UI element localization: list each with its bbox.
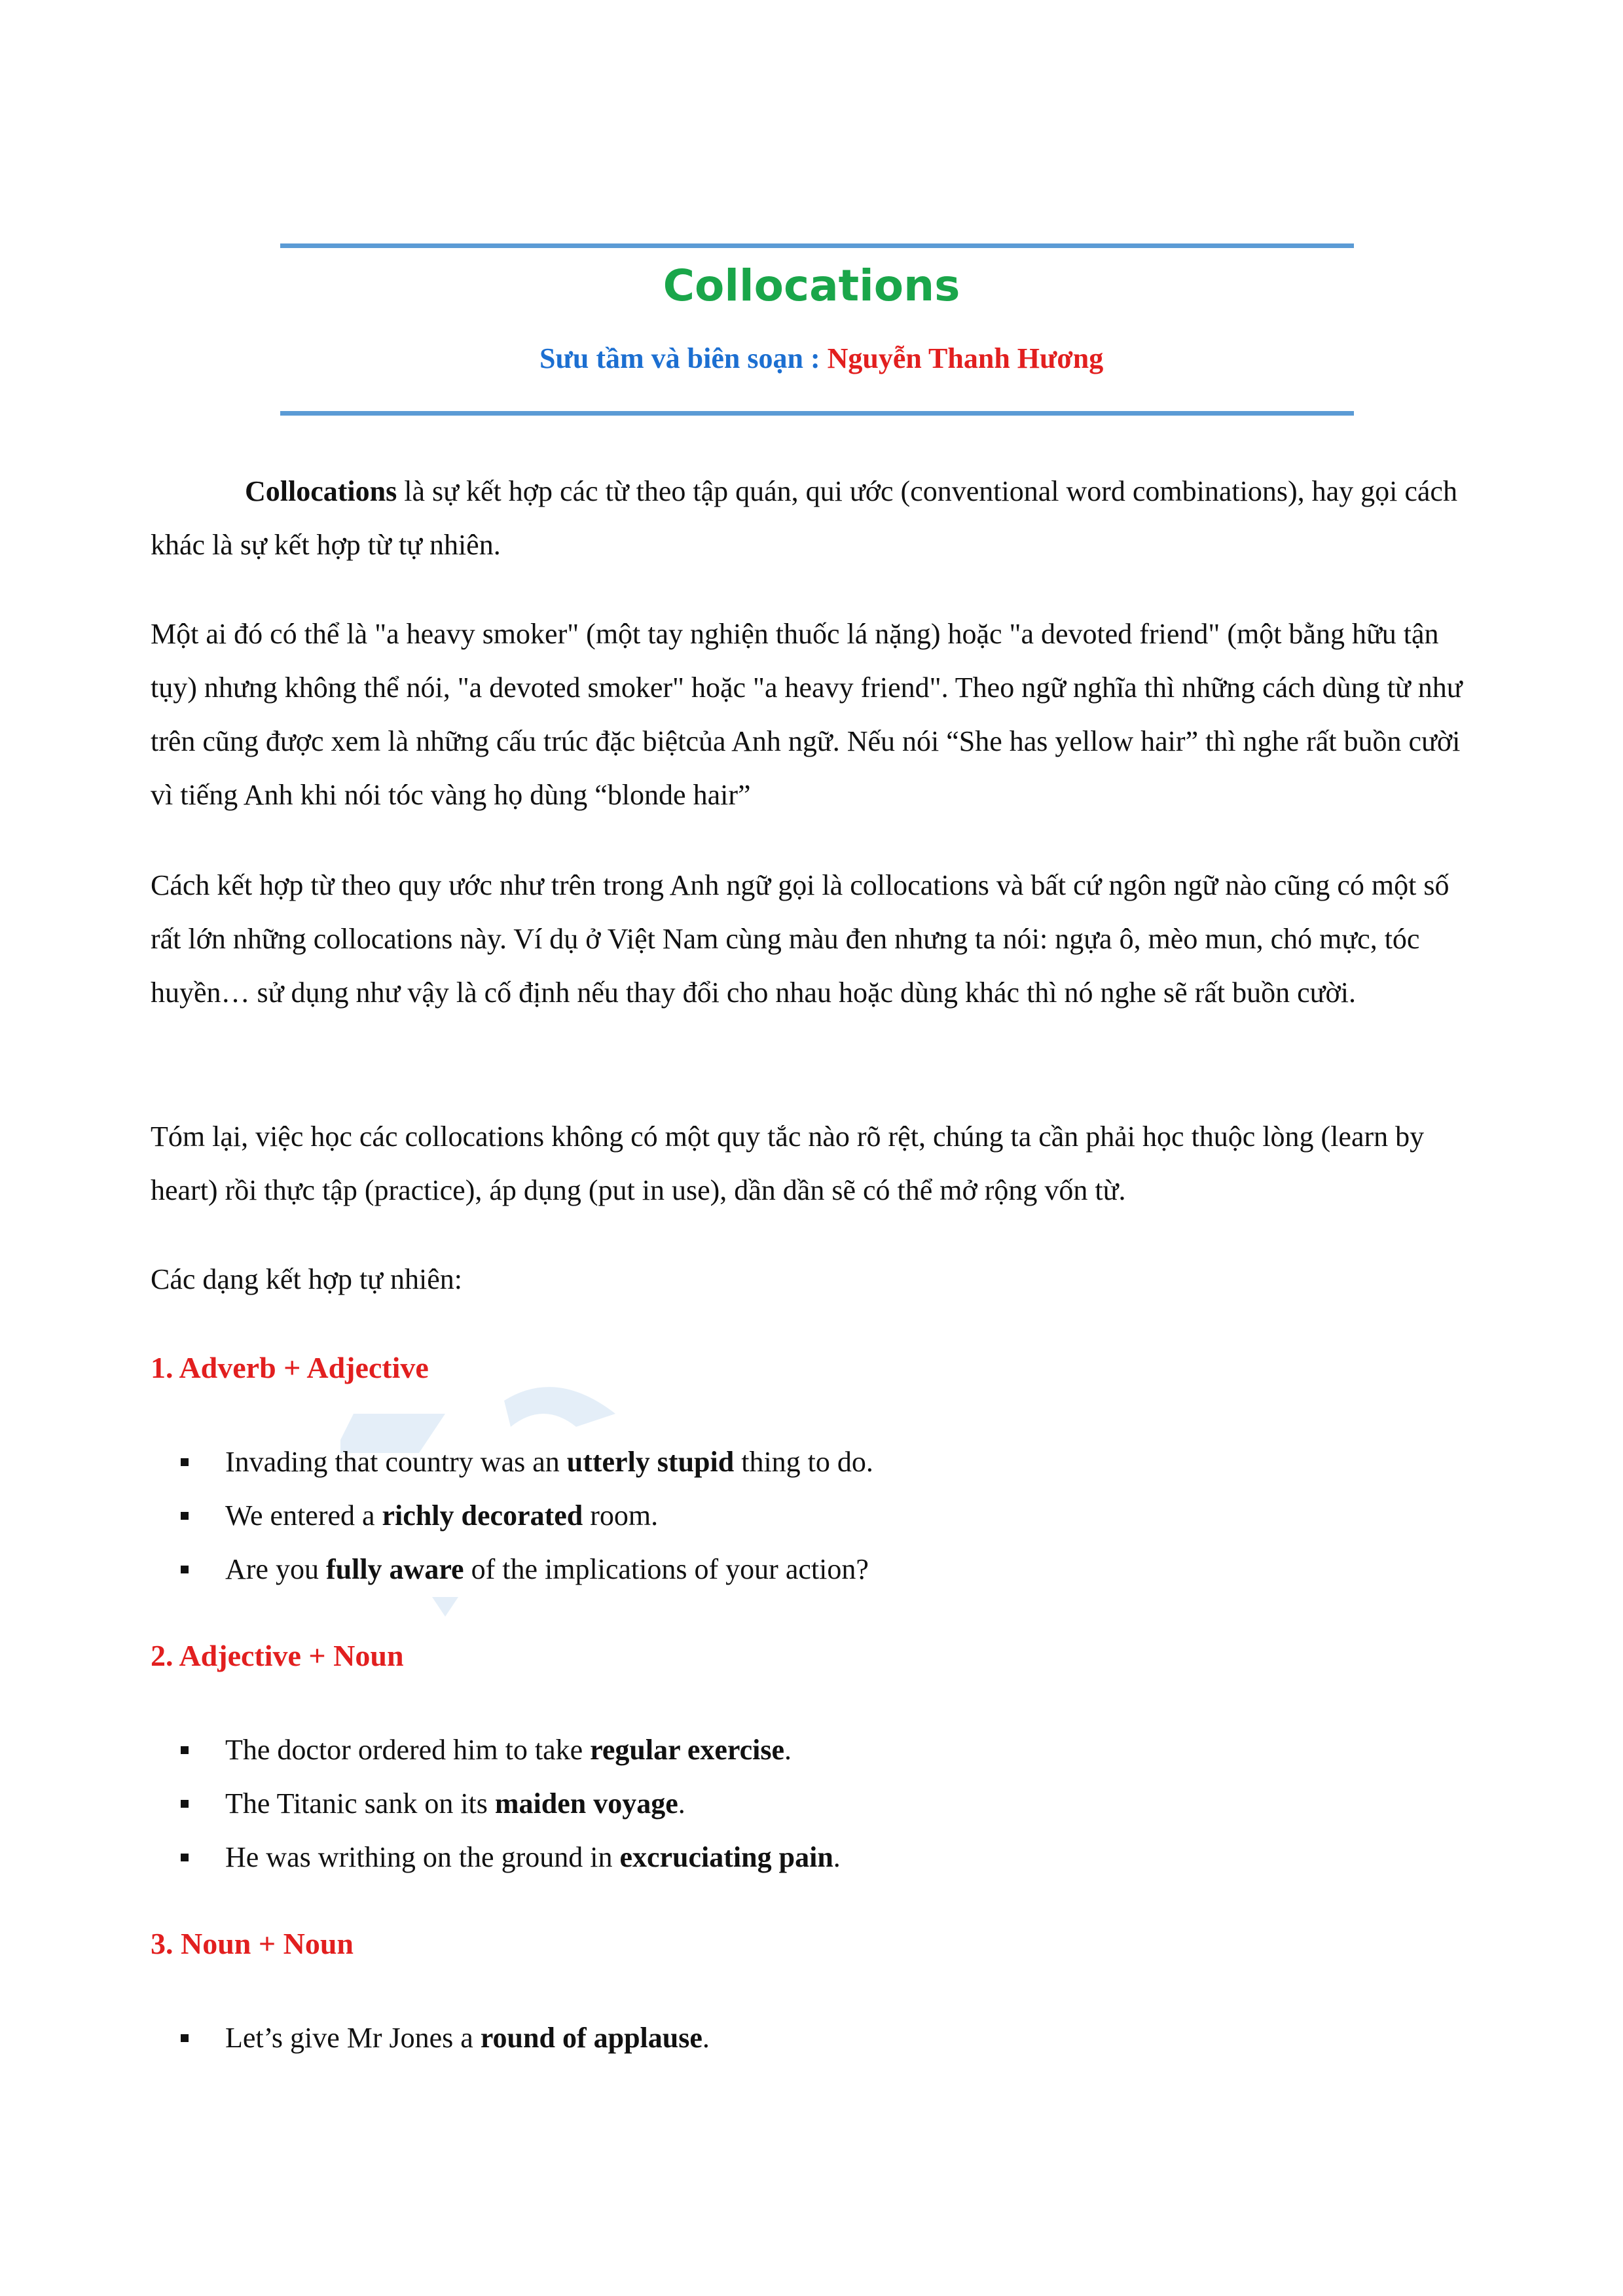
intro-paragraph-3: Cách kết hợp từ theo quy ước như trên trong Anh ngữ gọi là collocations và bất cứ ngôn ngữ nào cũng có một số rất lớn những collocations này. Ví dụ ở Việt Nam cùng màu đen nhưng ta nói: ngựa ô, mèo mun, chó mực, tóc huyền… sử dụng như vậy là cố định nếu thay đổi cho nhau hoặc dùng khác thì nó nghe sẽ rất buồn cười. <box>151 869 1450 1009</box>
bullet-icon <box>181 2034 189 2042</box>
intro-paragraph-5: Các dạng kết hợp tự nhiên: <box>151 1263 463 1295</box>
example-text: . <box>784 1734 792 1766</box>
section-2-examples <box>151 1723 1460 1884</box>
section-heading-3: 3. Noun + Noun <box>151 1927 354 1960</box>
term-collocations: Collocations <box>245 475 397 507</box>
author-name: Nguyễn Thanh Hương <box>827 342 1104 374</box>
example-text: Let’s give Mr Jones a <box>225 2022 481 2054</box>
collocation-phrase: fully aware <box>325 1553 464 1585</box>
example-text: He was writhing on the ground in <box>225 1841 620 1873</box>
intro-paragraph-2: Một ai đó có thể là "a heavy smoker" (một tay nghiện thuốc lá nặng) hoặc "a devoted friend" (một bằng hữu tận tụy) nhưng không thể nói, "a devoted smoker" hoặc "a heavy friend". Theo ngữ nghĩa thì những cách dùng từ như trên cũng được xem là những cấu trúc đặc biệtcủa Anh ngữ. Nếu nói “She has yellow hair” thì nghe rất buồn cười vì tiếng Anh khi nói tóc vàng họ dùng “blonde hair” <box>151 618 1463 811</box>
collocation-phrase: excruciating pain <box>619 1841 833 1873</box>
example-text: thing to do. <box>734 1446 873 1478</box>
intro-paragraph-1-text: là sự kết hợp các từ theo tập quán, qui ước (conventional word combinations), hay gọi cách khác là sự kết hợp từ tự nhiên. <box>151 475 1457 561</box>
bullet-icon <box>181 1458 189 1466</box>
bullet-icon <box>181 1800 189 1808</box>
list-item <box>151 2011 1460 2065</box>
collocation-phrase: utterly stupid <box>566 1446 735 1478</box>
section-heading-2: 2. Adjective + Noun <box>151 1639 404 1672</box>
bullet-icon <box>181 1512 189 1520</box>
list-item <box>151 1435 1460 1489</box>
example-text: Invading that country was an <box>225 1446 567 1478</box>
list-item <box>151 1489 1460 1543</box>
bullet-icon <box>181 1854 189 1861</box>
example-text: . <box>678 1787 685 1820</box>
list-item <box>151 1777 1460 1831</box>
section-3-examples <box>151 2011 1460 2065</box>
example-text: room. <box>583 1499 659 1532</box>
bullet-icon <box>181 1566 189 1573</box>
list-item <box>151 1723 1460 1777</box>
list-item <box>151 1543 1460 1596</box>
bullet-icon <box>181 1746 189 1754</box>
section-heading-1: 1. Adverb + Adjective <box>151 1351 429 1384</box>
document-title: Collocations <box>663 260 960 311</box>
collocation-phrase: regular exercise <box>590 1734 785 1766</box>
intro-paragraph-1 <box>151 465 1486 572</box>
example-text: We entered a <box>225 1499 382 1532</box>
subtitle-label: Sưu tầm và biên soạn : <box>539 342 828 374</box>
example-text: Are you <box>225 1553 326 1585</box>
collocation-phrase: richly decorated <box>382 1499 583 1532</box>
list-item <box>151 1831 1460 1884</box>
header-rule-top <box>280 243 1354 248</box>
intro-paragraph-4: Tóm lại, việc học các collocations không có một quy tắc nào rõ rệt, chúng ta cần phải học thuộc lòng (learn by heart) rồi thực tập (practice), áp dụng (put in use), dần dần sẽ có thể mở rộng vốn từ. <box>151 1121 1425 1206</box>
example-text: of the implications of your action? <box>464 1553 869 1585</box>
example-text: . <box>833 1841 841 1873</box>
collocation-phrase: maiden voyage <box>494 1787 678 1820</box>
example-text: The Titanic sank on its <box>225 1787 495 1820</box>
example-text: . <box>702 2022 710 2054</box>
section-1-examples <box>151 1435 1460 1596</box>
header-rule-bottom <box>280 411 1354 416</box>
document-subtitle <box>539 339 1103 378</box>
example-text: The doctor ordered him to take <box>225 1734 591 1766</box>
collocation-phrase: round of applause <box>480 2022 702 2054</box>
